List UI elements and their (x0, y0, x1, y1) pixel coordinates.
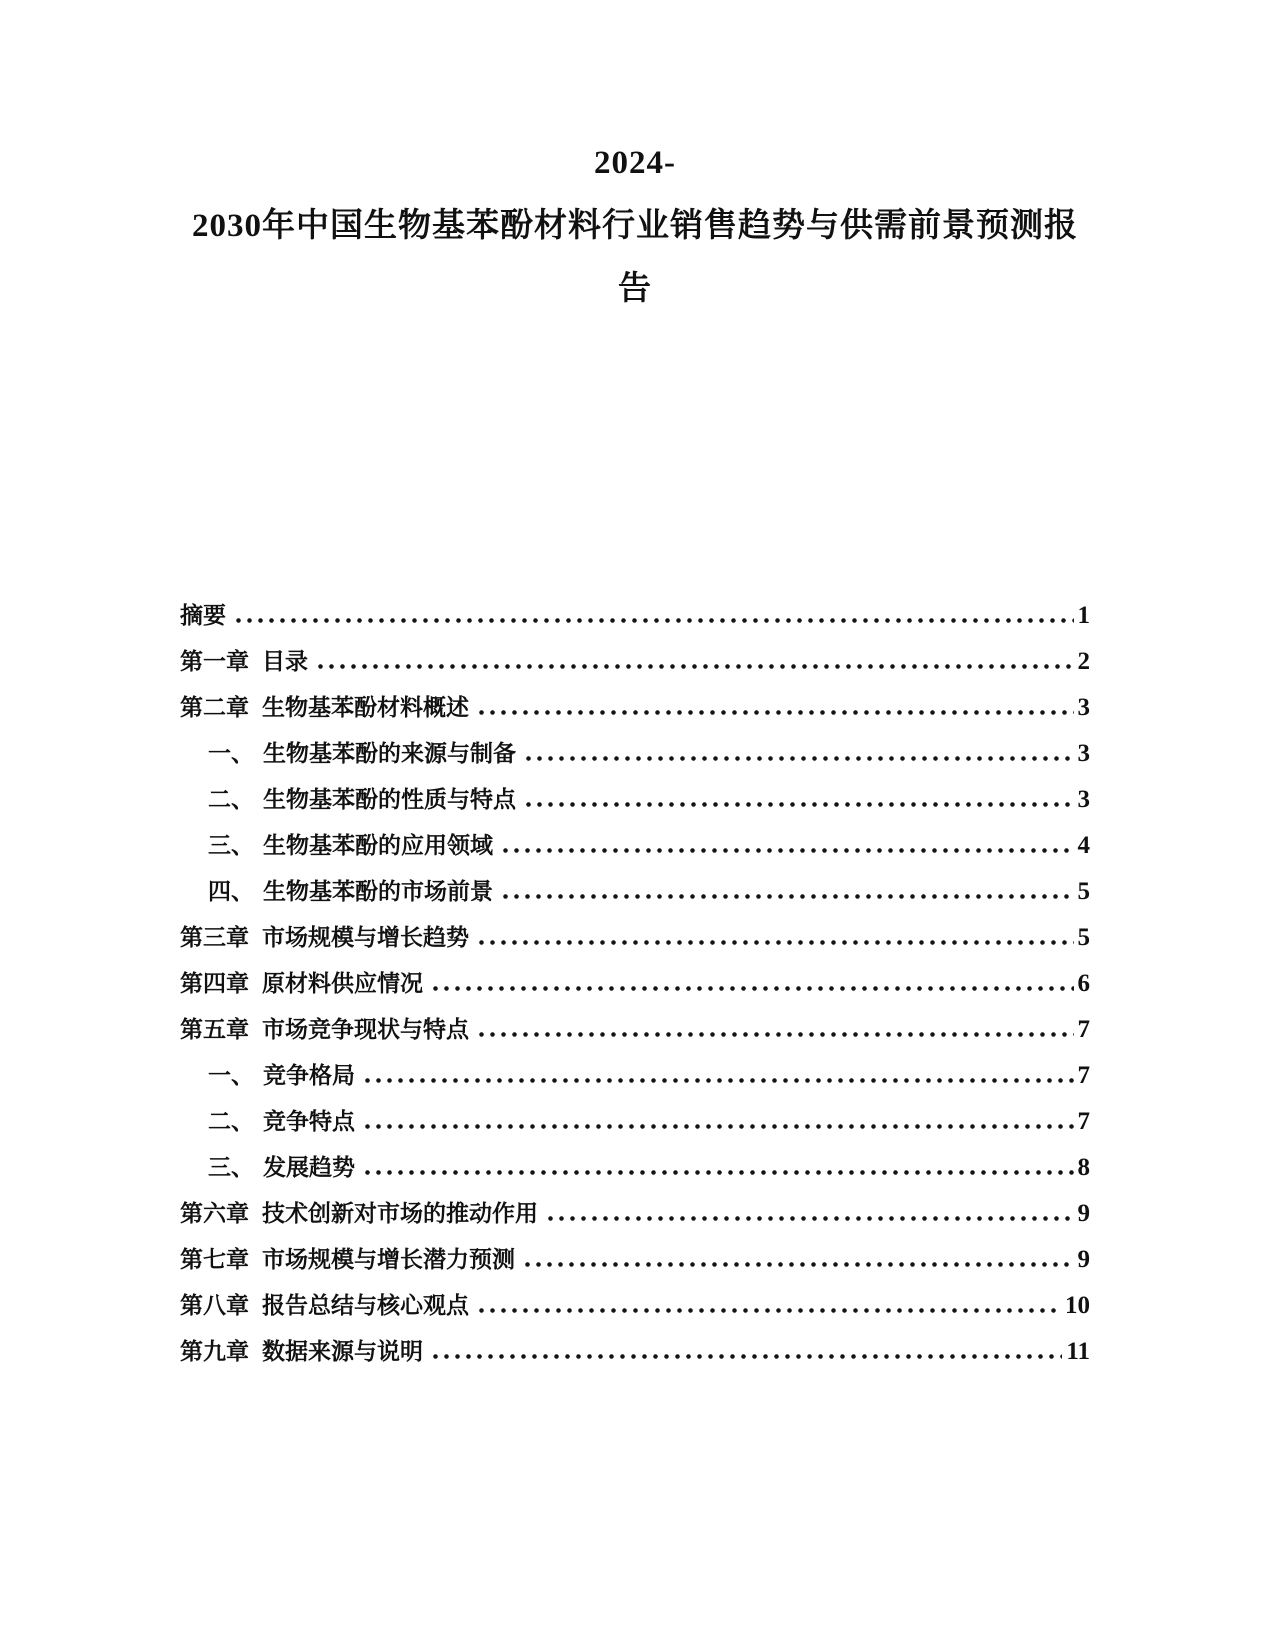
toc-entry-page: 9 (1077, 1200, 1090, 1227)
dot-leader (233, 618, 1074, 623)
toc-entry[interactable] (180, 1323, 1090, 1369)
toc-entry-number: 第四章 (180, 970, 249, 996)
toc-entry-number: 第五章 (180, 1016, 249, 1042)
table-of-contents (180, 587, 1090, 1369)
toc-entry-number: 第六章 (180, 1200, 249, 1226)
toc-entry[interactable] (180, 1231, 1090, 1277)
toc-entry-title: 原材料供应情况 (262, 970, 423, 996)
toc-entry-page: 5 (1077, 924, 1090, 951)
toc-entry-title: 市场竞争现状与特点 (262, 1016, 469, 1042)
toc-entry-page: 1 (1077, 602, 1090, 629)
toc-entry-title: 竞争特点 (263, 1108, 355, 1134)
toc-entry-page: 4 (1077, 832, 1090, 859)
toc-entry[interactable] (180, 587, 1090, 633)
toc-entry-title: 市场规模与增长潜力预测 (262, 1246, 515, 1272)
toc-entry-page: 7 (1077, 1016, 1090, 1043)
toc-entry[interactable] (180, 1139, 1090, 1185)
toc-entry[interactable] (180, 633, 1090, 679)
toc-entry-title: 摘要 (180, 602, 226, 628)
toc-entry-title: 生物基苯酚的市场前景 (263, 878, 493, 904)
toc-entry-page: 7 (1077, 1062, 1090, 1089)
toc-entry-number: 一、 (208, 1062, 254, 1088)
toc-entry-number: 第一章 (180, 648, 249, 674)
toc-entry-page: 3 (1077, 694, 1090, 721)
toc-entry-title: 生物基苯酚的来源与制备 (263, 740, 516, 766)
toc-entry-title: 发展趋势 (263, 1154, 355, 1180)
toc-entry-title: 生物基苯酚的性质与特点 (263, 786, 516, 812)
dot-leader (362, 1124, 1074, 1129)
toc-entry-number: 三、 (208, 832, 254, 858)
toc-entry-page: 3 (1077, 740, 1090, 767)
toc-entry-number: 四、 (208, 878, 254, 904)
report-title (180, 0, 1090, 321)
toc-entry-title: 目录 (262, 648, 308, 674)
toc-entry-title: 生物基苯酚的应用领域 (263, 832, 493, 858)
toc-entry-number: 二、 (208, 1108, 254, 1134)
dot-leader (430, 1354, 1062, 1359)
dot-leader (430, 986, 1074, 991)
toc-entry[interactable] (180, 1047, 1090, 1093)
toc-entry-title: 技术创新对市场的推动作用 (262, 1200, 538, 1226)
toc-entry[interactable] (180, 863, 1090, 909)
toc-entry-title: 竞争格局 (263, 1062, 355, 1088)
dot-leader (476, 1032, 1074, 1037)
toc-entry[interactable] (180, 817, 1090, 863)
toc-entry-number: 第三章 (180, 924, 249, 950)
dot-leader (476, 940, 1074, 945)
toc-entry[interactable] (180, 909, 1090, 955)
toc-entry[interactable] (180, 771, 1090, 817)
toc-entry-page: 10 (1065, 1292, 1090, 1319)
toc-entry-number: 二、 (208, 786, 254, 812)
toc-entry-number: 第八章 (180, 1292, 249, 1318)
toc-entry-number: 三、 (208, 1154, 254, 1180)
dot-leader (315, 664, 1074, 669)
toc-entry-page: 7 (1077, 1108, 1090, 1135)
toc-entry[interactable] (180, 725, 1090, 771)
toc-entry[interactable] (180, 1277, 1090, 1323)
dot-leader (500, 894, 1074, 899)
toc-entry-page: 5 (1077, 878, 1090, 905)
toc-entry-title: 市场规模与增长趋势 (262, 924, 469, 950)
report-title-line-1: 2024- (594, 145, 676, 181)
toc-entry-page: 6 (1077, 970, 1090, 997)
toc-entry-title: 数据来源与说明 (262, 1338, 423, 1364)
dot-leader (476, 1308, 1061, 1313)
toc-entry-page: 8 (1077, 1154, 1090, 1181)
dot-leader (476, 710, 1074, 715)
toc-entry-number: 第二章 (180, 694, 249, 720)
toc-entry[interactable] (180, 955, 1090, 1001)
dot-leader (500, 848, 1074, 853)
toc-entry[interactable] (180, 679, 1090, 725)
toc-entry-number: 第七章 (180, 1246, 249, 1272)
toc-entry-page: 11 (1066, 1338, 1090, 1365)
toc-entry[interactable] (180, 1093, 1090, 1139)
report-title-line-2: 2030年中国生物基苯酚材料行业销售趋势与供需前景预测报 (192, 208, 1078, 244)
dot-leader (362, 1078, 1074, 1083)
toc-entry[interactable] (180, 1185, 1090, 1231)
toc-entry-title: 生物基苯酚材料概述 (262, 694, 469, 720)
dot-leader (522, 1262, 1074, 1267)
dot-leader (545, 1216, 1074, 1221)
dot-leader (523, 802, 1074, 807)
dot-leader (523, 756, 1074, 761)
toc-entry-title: 报告总结与核心观点 (262, 1292, 469, 1318)
toc-entry-number: 第九章 (180, 1338, 249, 1364)
toc-entry[interactable] (180, 1001, 1090, 1047)
toc-entry-page: 9 (1077, 1246, 1090, 1273)
dot-leader (362, 1170, 1074, 1175)
report-title-line-3: 告 (618, 271, 652, 307)
toc-entry-page: 2 (1077, 648, 1090, 675)
toc-entry-number: 一、 (208, 740, 254, 766)
toc-entry-page: 3 (1077, 786, 1090, 813)
